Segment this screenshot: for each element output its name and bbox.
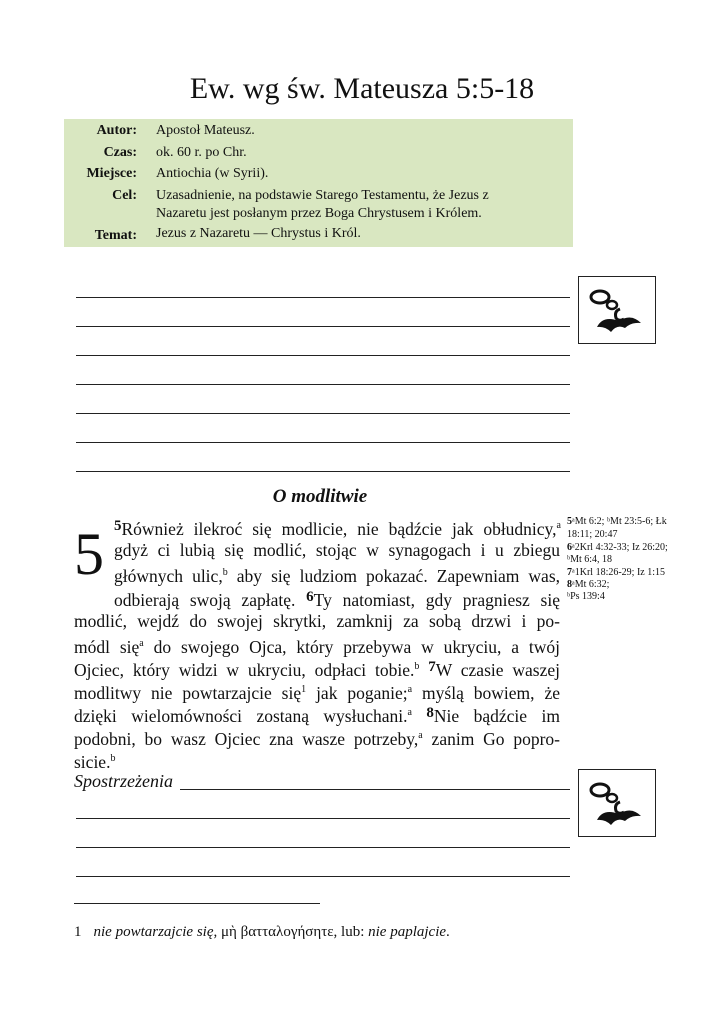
- cross-ref-marker: b: [110, 753, 116, 764]
- verse-text: głównych ulic,: [114, 566, 223, 586]
- text-line: [74, 702, 560, 727]
- section-title: O modlitwie: [272, 486, 368, 507]
- footnote-separator: [74, 903, 320, 904]
- text-line: [74, 748, 115, 773]
- verse-text: do swojego Ojca, który przebywa w ukryciu, a twój: [143, 637, 560, 657]
- verse-text: sicie.: [74, 752, 111, 772]
- verse-number: 8: [426, 705, 434, 721]
- footnote-end: .: [446, 924, 450, 940]
- cross-ref-marker: a: [139, 638, 144, 649]
- text-line: modlić, wejdź do swojej skrytki, zamknij za sobą drzwi i po-: [74, 611, 560, 631]
- text-line: [74, 679, 560, 704]
- writing-line[interactable]: [76, 818, 570, 819]
- cross-ref-line: [567, 567, 665, 579]
- verse-text: Nie bądźcie im: [433, 706, 560, 726]
- text-line: [114, 562, 560, 587]
- footnote-italic: nie paplajcie: [368, 924, 447, 940]
- text-line: [74, 725, 560, 750]
- verse-text: odbierają swoją zapłatę.: [114, 590, 307, 610]
- cross-ref-text: ᵃMt 6:2; ᵇMt 23:5-6; Łk: [572, 516, 667, 527]
- writing-line[interactable]: [76, 847, 570, 848]
- writing-line[interactable]: [180, 789, 570, 790]
- text-line: [74, 633, 560, 658]
- goal-label: Cel:: [112, 188, 137, 203]
- writing-line[interactable]: [76, 442, 570, 443]
- cross-ref-line: 18:11; 20:47: [567, 529, 618, 540]
- cross-ref-text: ᵃ1Krl 18:26-29; Iz 1:15: [572, 567, 665, 578]
- footnote-marker: 1: [301, 684, 307, 695]
- footnote: [74, 924, 450, 941]
- text-line: [114, 586, 560, 611]
- cross-ref-line: ᵇMt 6:4, 18: [567, 554, 613, 565]
- text-line: [74, 656, 560, 681]
- cross-ref-text: ᵃMt 6:32;: [572, 579, 610, 590]
- thinking-face-icon: [579, 277, 655, 343]
- text-line: [114, 515, 561, 540]
- writing-line[interactable]: [76, 297, 570, 298]
- verse-text: zanim Go popro-: [422, 729, 560, 749]
- cross-ref-marker: b: [222, 567, 228, 578]
- verse-text: módl się: [74, 637, 140, 657]
- verse-text: dzięki wielomówności zostaną wysłuchani.: [74, 706, 408, 726]
- verse-text: myślą bowiem, że: [412, 683, 561, 703]
- thinking-box: [578, 276, 656, 344]
- verse-text: W czasie waszej: [435, 660, 560, 680]
- cross-ref-marker: b: [414, 661, 420, 672]
- page-title: Ew. wg św. Mateusza 5:5-18: [189, 72, 535, 105]
- verse-text: modlitwy nie powtarzajcie się: [74, 683, 302, 703]
- theme-label: Temat:: [94, 228, 137, 243]
- verse-text: podobni, bo wasz Ojciec zna wasze potrzeby,: [74, 729, 419, 749]
- chapter-number: 5: [74, 521, 104, 587]
- author-value: Apostoł Mateusz.: [156, 123, 255, 138]
- goal-value-line-2: Nazaretu jest posłanym przez Boga Chrystusem i Królem.: [156, 206, 482, 221]
- thinking-box: [578, 769, 656, 837]
- verse-number: 5: [114, 518, 122, 534]
- cross-ref-text: ᵃ2Krl 4:32-33; Iz 26:20;: [572, 542, 668, 553]
- footnote-italic: nie powtarzajcie się: [93, 924, 214, 940]
- verse-text: Również ilekroć się modlicie, nie bądźcie jak obłudnicy,: [121, 519, 557, 539]
- place-label: Miejsce:: [86, 166, 137, 181]
- writing-line[interactable]: [76, 384, 570, 385]
- writing-line[interactable]: [76, 413, 570, 414]
- cross-ref-verse: 8: [567, 579, 572, 590]
- cross-ref-marker: a: [418, 730, 423, 741]
- verse-text: Ty natomiast, gdy pragniesz się: [313, 590, 560, 610]
- observations-label: Spostrzeżenia: [74, 771, 173, 791]
- cross-ref-marker: a: [407, 707, 412, 718]
- info-box: [64, 119, 573, 247]
- cross-ref-verse: 7: [567, 567, 572, 578]
- place-value: Antiochia (w Syrii).: [156, 166, 269, 181]
- cross-ref-verse: 6: [567, 542, 572, 553]
- cross-ref-line: ᵇPs 139:4: [567, 591, 605, 602]
- writing-line[interactable]: [76, 355, 570, 356]
- cross-ref-line: [567, 542, 668, 554]
- author-label: Autor:: [96, 123, 137, 138]
- verse-number: 7: [428, 659, 436, 675]
- footnote-greek: , μὴ βατταλογήσητε, lub:: [213, 924, 369, 940]
- time-label: Czas:: [103, 145, 137, 160]
- cross-ref-line: [567, 516, 667, 528]
- verse-text: jak poganie;: [306, 683, 408, 703]
- theme-value: Jezus z Nazaretu — Chrystus i Król.: [156, 226, 361, 241]
- writing-line[interactable]: [76, 876, 570, 877]
- verse-text: aby się ludziom pokazać. Zapewniam was,: [227, 566, 561, 586]
- verse-number: 6: [306, 589, 314, 605]
- cross-ref-line: [567, 579, 609, 591]
- cross-ref-marker: a: [556, 520, 561, 531]
- writing-line[interactable]: [76, 326, 570, 327]
- thinking-face-icon: [579, 770, 655, 836]
- cross-ref-marker: a: [407, 684, 413, 695]
- text-line: gdyż ci lubią się modlić, stojąc w synagogach i u zbiegu: [114, 540, 560, 560]
- time-value: ok. 60 r. po Chr.: [156, 145, 247, 160]
- goal-value-line-1: Uzasadnienie, na podstawie Starego Testamentu, że Jezus z: [156, 188, 489, 203]
- footnote-number: 1: [74, 924, 82, 940]
- writing-line[interactable]: [76, 471, 570, 472]
- cross-ref-verse: 5: [567, 516, 572, 527]
- verse-text: Ojciec, który widzi w ukryciu, odpłaci tobie.: [74, 660, 415, 680]
